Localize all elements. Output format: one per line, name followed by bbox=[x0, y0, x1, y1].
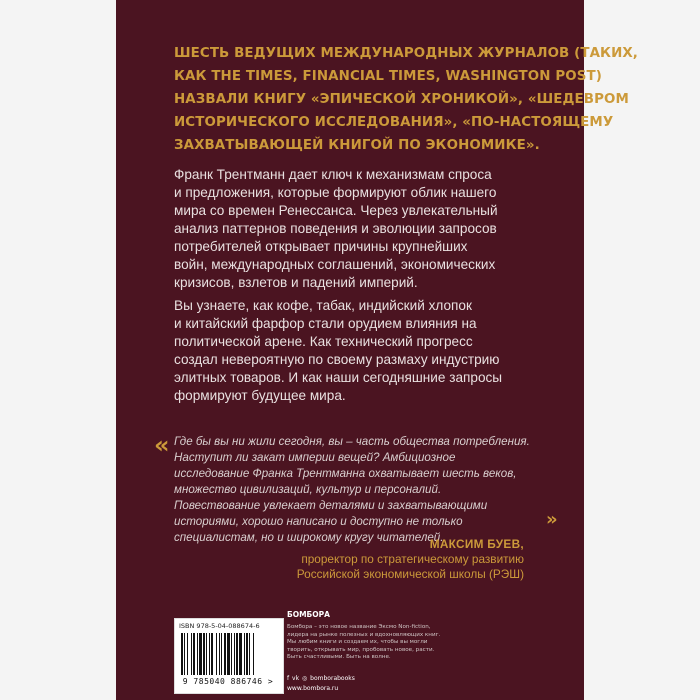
paragraph-line: кризисов, взлетов и падений империй. bbox=[174, 275, 418, 290]
paragraph-line: элитных товаров. И как наши сегодняшние запросы bbox=[174, 370, 503, 385]
quote-open-icon: « bbox=[154, 431, 170, 459]
publisher-logo: БОМБОРА bbox=[287, 610, 330, 619]
headline-line: ИСТОРИЧЕСКОГО ИССЛЕДОВАНИЯ», «ПО-НАСТОЯЩЕМУ bbox=[174, 115, 614, 130]
social-links bbox=[287, 675, 355, 682]
author-name: МАКСИМ БУЕВ, bbox=[429, 537, 524, 551]
headline-line: КАК THE TIMES, FINANCIAL TIMES, WASHINGTON POST) bbox=[174, 69, 602, 84]
paragraph-line: войн, международных соглашений, экономических bbox=[174, 257, 496, 272]
quote-line: Повествование увлекает деталями и захватывающими bbox=[174, 499, 488, 512]
quote-line: исследование Франка Трентманна охватывает шесть веков, bbox=[174, 467, 517, 480]
paragraph-line: Франк Трентманн дает ключ к механизмам спроса bbox=[174, 167, 492, 182]
headline-block bbox=[174, 42, 638, 157]
paragraph-line: Вы узнаете, как кофе, табак, индийский хлопок bbox=[174, 298, 472, 313]
paragraph-line: создал невероятную по своему размаху индустрию bbox=[174, 352, 500, 367]
headline-line: НАЗВАЛИ КНИГУ «ЭПИЧЕСКОЙ ХРОНИКОЙ», «ШЕДЕВРОМ bbox=[174, 92, 629, 107]
paragraph-line: политической арене. Как технический прогресс bbox=[174, 334, 473, 349]
quote-line: множество цивилизаций, культур и персоналий. bbox=[174, 483, 442, 496]
instagram-icon: ◎ bbox=[302, 675, 308, 682]
quote-line: специалистам, но и широкому кругу читателей. bbox=[174, 531, 444, 544]
description-paragraph-2 bbox=[174, 297, 519, 405]
quote-line: историями, хорошо написано и доступно не только bbox=[174, 515, 463, 528]
paragraph-line: формируют будущее мира. bbox=[174, 388, 346, 403]
publisher-website: www.bombora.ru bbox=[287, 685, 339, 692]
publisher-line: творить, открывать мир, пробовать новое, расти. bbox=[287, 646, 435, 653]
quote-line: Наступит ли закат империи вещей? Амбициозное bbox=[174, 451, 456, 464]
quote-close-icon: » bbox=[546, 509, 558, 530]
author-title: Российской экономической школы (РЭШ) bbox=[296, 567, 524, 581]
publisher-line: Мы любим книги и создаем их, чтобы вы могли bbox=[287, 639, 428, 645]
publisher-description bbox=[287, 624, 477, 662]
headline-line: ШЕСТЬ ВЕДУЩИХ МЕЖДУНАРОДНЫХ ЖУРНАЛОВ (ТАКИХ, bbox=[174, 46, 638, 61]
headline-line: ЗАХВАТЫВАЮЩЕЙ КНИГОЙ ПО ЭКОНОМИКЕ». bbox=[174, 138, 540, 153]
paragraph-line: анализ паттернов поведения и эволюции запросов bbox=[174, 221, 497, 236]
quote-line: Где бы вы ни жили сегодня, вы – часть общества потребления. bbox=[174, 435, 530, 448]
isbn-text: ISBN 978-5-04-088674-6 bbox=[179, 622, 260, 630]
review-quote bbox=[174, 434, 534, 546]
author-title: проректор по стратегическому развитию bbox=[301, 552, 524, 566]
barcode-bars-icon bbox=[181, 633, 277, 675]
publisher-line: Быть счастливыми. Быть на волне. bbox=[287, 654, 391, 660]
barcode-digits: 9 785040 886746 > bbox=[182, 677, 274, 686]
paragraph-line: и предложения, которые формируют облик нашего bbox=[174, 185, 497, 200]
paragraph-line: потребителей открывает причины крупнейших bbox=[174, 239, 468, 254]
barcode bbox=[174, 618, 284, 694]
paragraph-line: мира со времен Ренессанса. Через увлекательный bbox=[174, 203, 498, 218]
quote-author bbox=[297, 537, 524, 582]
publisher-line: лидера на рынке полезных и вдохновляющих книг. bbox=[287, 631, 441, 638]
facebook-icon: f bbox=[287, 675, 290, 682]
description-paragraph-1 bbox=[174, 166, 519, 292]
social-handle: bomborabooks bbox=[310, 675, 355, 682]
paragraph-line: и китайский фарфор стали орудием влияния на bbox=[174, 316, 477, 331]
vk-icon: vk bbox=[292, 675, 300, 682]
publisher-line: Бомбора – это новое название Эксмо Non-fiction, bbox=[287, 624, 431, 630]
back-cover bbox=[116, 0, 638, 700]
